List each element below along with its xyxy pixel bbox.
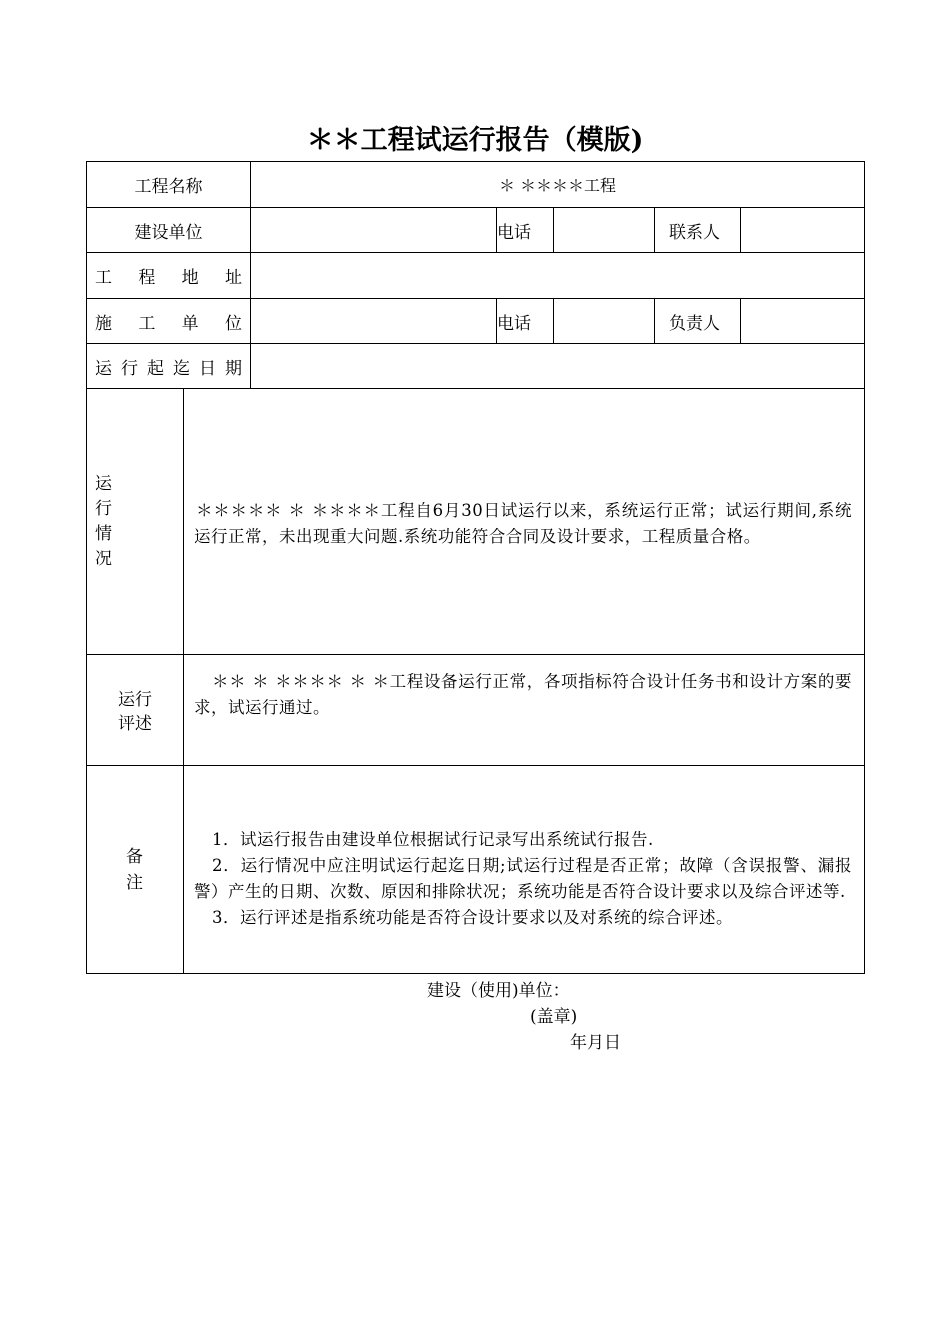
contact-label: 联系人 <box>655 208 741 253</box>
builder-unit-label-char: 单 <box>181 313 199 334</box>
builder-phone-value[interactable] <box>554 299 655 344</box>
operation-review-cell[interactable] <box>184 655 865 766</box>
operation-status-label-char: 运 <box>95 473 112 494</box>
construction-unit-value[interactable] <box>251 208 497 253</box>
run-dates-label-char: 行 <box>121 358 138 379</box>
run-dates-label-char: 迄 <box>173 358 190 379</box>
remarks-label-char: 注 <box>126 872 143 893</box>
project-address-label <box>87 253 251 299</box>
remarks-cell <box>184 766 865 974</box>
contact-value[interactable] <box>741 208 865 253</box>
operation-review-text: ＊＊ ＊ ＊＊＊＊ ＊ ＊工程设备运行正常，各项指标符合设计任务书和设计方案的要求，试运行通过。 <box>194 672 853 717</box>
run-dates-label-char: 起 <box>147 358 164 379</box>
row-project-address <box>87 253 865 299</box>
remark-item: 3．运行评述是指系统功能是否符合设计要求以及对系统的综合评述。 <box>212 907 733 927</box>
operation-status-label-char: 况 <box>95 548 112 569</box>
project-name-value[interactable]: ＊ ＊＊＊＊工程 <box>251 162 865 208</box>
row-operation-review <box>87 655 865 766</box>
row-remarks <box>87 766 865 974</box>
run-dates-label-char: 日 <box>199 358 216 379</box>
construction-phone-value[interactable] <box>554 208 655 253</box>
operation-review-label <box>87 655 184 766</box>
project-address-label-char: 程 <box>138 268 156 288</box>
builder-phone-label: 电话 <box>497 299 554 344</box>
run-dates-value[interactable] <box>251 344 865 389</box>
footer-seal-label: (盖章) <box>530 1007 578 1027</box>
row-operation-status <box>87 389 865 655</box>
builder-unit-value[interactable] <box>251 299 497 344</box>
person-in-charge-label: 负责人 <box>655 299 741 344</box>
builder-unit-label <box>87 299 251 344</box>
operation-status-label <box>87 389 184 655</box>
operation-review-label-char: 运行 <box>118 690 152 710</box>
run-dates-label-char: 期 <box>225 358 242 379</box>
run-dates-label-char: 运 <box>95 358 112 379</box>
builder-unit-label-char: 施 <box>95 313 112 334</box>
remarks-label <box>87 766 184 974</box>
operation-status-label-char: 行 <box>95 498 112 519</box>
project-name-label: 工程名称 <box>87 162 251 208</box>
person-in-charge-value[interactable] <box>741 299 865 344</box>
remark-item: 1．试运行报告由建设单位根据试行记录写出系统试行报告. <box>212 829 654 849</box>
row-project-name <box>87 162 865 208</box>
footer-unit-label: 建设（使用)单位： <box>427 981 570 1001</box>
page-title: ＊＊工程试运行报告（模版) <box>306 125 644 156</box>
remarks-label-char: 备 <box>126 846 143 867</box>
operation-status-text: ＊＊＊＊＊ ＊ ＊＊＊＊工程自6月30日试运行以来，系统运行正常；试运行期间,系统运行正常，未出现重大问题.系统功能符合合同及设计要求，工程质量合格。 <box>194 500 853 546</box>
project-address-label-char: 地 <box>181 268 199 288</box>
row-builder-unit <box>87 299 865 344</box>
run-dates-label <box>87 344 251 389</box>
footer-date-label: 年月日 <box>570 1033 621 1053</box>
operation-status-label-char: 情 <box>95 523 112 544</box>
construction-unit-label: 建设单位 <box>87 208 251 253</box>
project-address-label-char: 工 <box>95 268 112 288</box>
operation-status-cell[interactable] <box>184 389 865 655</box>
builder-unit-label-char: 工 <box>138 313 156 334</box>
report-form-table <box>86 161 865 974</box>
project-address-label-char: 址 <box>224 268 242 288</box>
builder-unit-label-char: 位 <box>224 313 242 334</box>
operation-review-label-char: 评述 <box>118 714 152 734</box>
row-construction-unit <box>87 208 865 253</box>
remark-item: 2．运行情况中应注明试运行起迄日期;试运行过程是否正常；故障（含误报警、漏报警）产生的日期、次数、原因和排除状况；系统功能是否符合设计要求以及综合评述等. <box>194 855 853 901</box>
project-address-value[interactable] <box>251 253 865 299</box>
remarks-list <box>184 809 864 931</box>
construction-phone-label: 电话 <box>497 208 554 253</box>
row-run-dates <box>87 344 865 389</box>
